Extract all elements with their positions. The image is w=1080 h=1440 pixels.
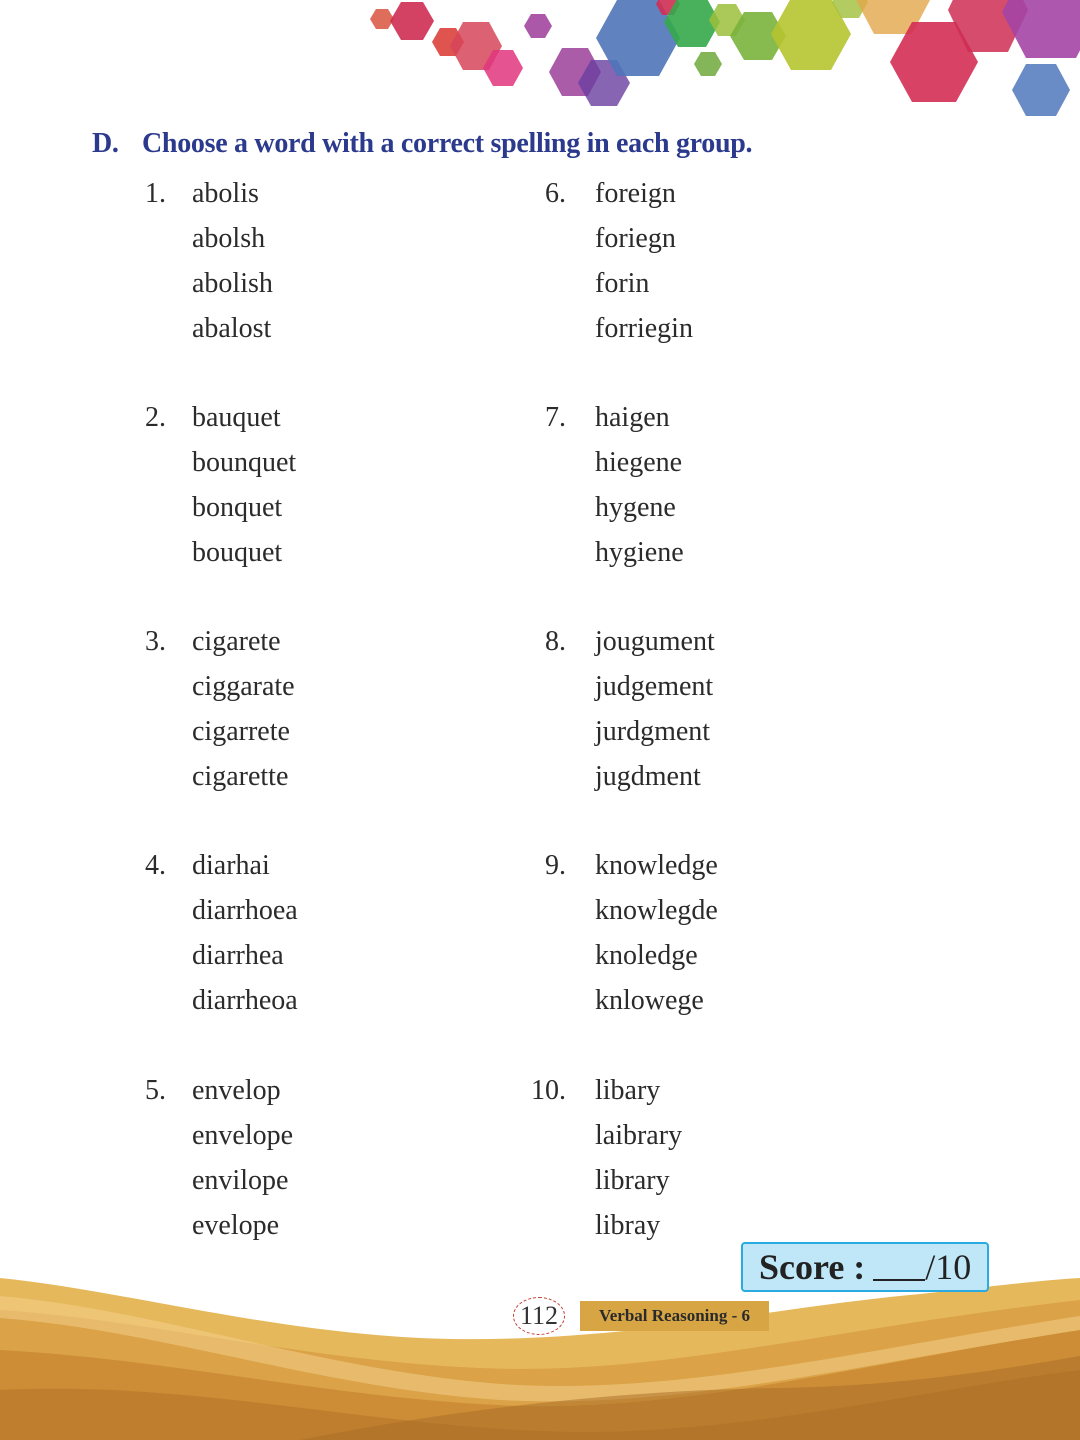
option-list bbox=[192, 843, 298, 1023]
option[interactable]: envilope bbox=[192, 1165, 289, 1196]
option-list bbox=[192, 619, 295, 799]
option[interactable]: diarrhoea bbox=[192, 895, 298, 926]
question-number: 1. bbox=[145, 178, 166, 209]
option[interactable]: hiegene bbox=[595, 447, 683, 478]
option[interactable]: envelop bbox=[192, 1075, 281, 1106]
option[interactable]: bonquet bbox=[192, 492, 283, 523]
option[interactable]: jugdment bbox=[595, 761, 701, 792]
section-letter: D. bbox=[92, 128, 119, 159]
question-number: 2. bbox=[145, 402, 166, 433]
question-number: 9. bbox=[545, 850, 566, 881]
option[interactable]: jurdgment bbox=[595, 716, 711, 747]
page-number: 112 bbox=[513, 1297, 565, 1335]
option[interactable]: cigarrete bbox=[192, 716, 290, 747]
option[interactable]: haigen bbox=[595, 402, 670, 433]
option[interactable]: hygene bbox=[595, 492, 676, 523]
option[interactable]: libray bbox=[595, 1210, 661, 1241]
option[interactable]: bauquet bbox=[192, 402, 281, 433]
option[interactable]: evelope bbox=[192, 1210, 280, 1241]
option[interactable]: envelope bbox=[192, 1120, 294, 1151]
score-box bbox=[741, 1242, 989, 1292]
question-number: 10. bbox=[531, 1075, 566, 1106]
option[interactable]: bouquet bbox=[192, 537, 283, 568]
option[interactable]: diarhai bbox=[192, 850, 270, 881]
section-instruction: Choose a word with a correct spelling in each group. bbox=[142, 128, 753, 159]
option-list bbox=[595, 619, 715, 799]
score-total: /10 bbox=[925, 1247, 972, 1287]
option[interactable]: diarrheoa bbox=[192, 985, 298, 1016]
option-list bbox=[192, 1068, 293, 1248]
option-list bbox=[595, 1068, 682, 1248]
option[interactable]: laibrary bbox=[595, 1120, 683, 1151]
option[interactable]: library bbox=[595, 1165, 670, 1196]
option[interactable]: abolish bbox=[192, 268, 273, 299]
score-blank[interactable] bbox=[873, 1251, 925, 1281]
option[interactable]: forin bbox=[595, 268, 650, 299]
option-list bbox=[595, 395, 684, 575]
option[interactable]: abolis bbox=[192, 178, 259, 209]
option[interactable]: knowledge bbox=[595, 850, 718, 881]
option[interactable]: cigarette bbox=[192, 761, 289, 792]
question-number: 5. bbox=[145, 1075, 166, 1106]
option[interactable]: cigarete bbox=[192, 626, 281, 657]
option[interactable]: diarrhea bbox=[192, 940, 284, 971]
question-number: 7. bbox=[545, 402, 566, 433]
option[interactable]: forriegin bbox=[595, 313, 693, 344]
option[interactable]: bounquet bbox=[192, 447, 297, 478]
question-number: 6. bbox=[545, 178, 566, 209]
question-number: 4. bbox=[145, 850, 166, 881]
book-title-label: Verbal Reasoning - 6 bbox=[580, 1301, 769, 1331]
option-list bbox=[192, 171, 273, 351]
option-list bbox=[595, 843, 718, 1023]
option[interactable]: judgement bbox=[595, 671, 714, 702]
option[interactable]: knlowege bbox=[595, 985, 704, 1016]
option[interactable]: foriegn bbox=[595, 223, 676, 254]
option[interactable]: ciggarate bbox=[192, 671, 295, 702]
option[interactable]: knowlegde bbox=[595, 895, 718, 926]
option[interactable]: foreign bbox=[595, 178, 676, 209]
option-list bbox=[192, 395, 296, 575]
option-list bbox=[595, 171, 693, 351]
section-heading bbox=[92, 128, 752, 160]
question-number: 8. bbox=[545, 626, 566, 657]
option[interactable]: knoledge bbox=[595, 940, 698, 971]
hexagon-banner bbox=[0, 0, 1080, 125]
option[interactable]: abalost bbox=[192, 313, 272, 344]
option[interactable]: hygiene bbox=[595, 537, 684, 568]
question-number: 3. bbox=[145, 626, 166, 657]
option[interactable]: abolsh bbox=[192, 223, 266, 254]
option[interactable]: libary bbox=[595, 1075, 661, 1106]
score-label: Score : bbox=[759, 1247, 866, 1287]
option[interactable]: jougument bbox=[595, 626, 715, 657]
